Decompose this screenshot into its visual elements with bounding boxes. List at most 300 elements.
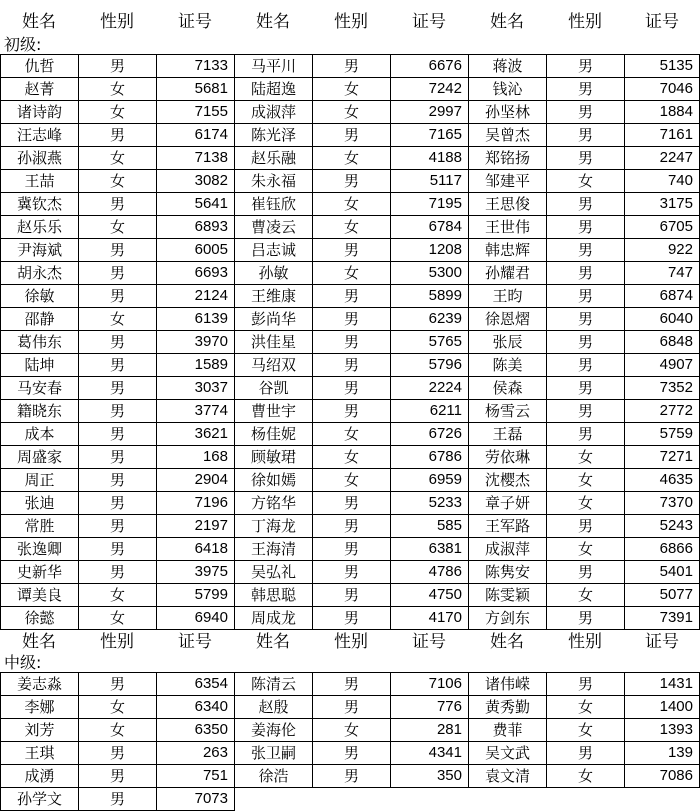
cert-cell: 747 [625, 262, 700, 285]
cert-cell: 5300 [391, 262, 469, 285]
cert-cell: 6893 [157, 216, 235, 239]
gender-cell: 男 [79, 765, 157, 788]
col-header-cert-1: 证号 [178, 12, 212, 32]
name-cell: 马安春 [1, 377, 79, 400]
gender-cell: 男 [79, 673, 157, 696]
name-cell: 邹建平 [469, 170, 547, 193]
gender-cell: 男 [79, 492, 157, 515]
gender-cell: 男 [547, 239, 625, 262]
cert-cell: 776 [391, 696, 469, 719]
header-row-junior [0, 8, 700, 36]
name-cell: 马绍双 [235, 354, 313, 377]
table-row [1, 124, 700, 147]
name-cell: 周盛家 [1, 446, 79, 469]
name-cell: 诸诗韵 [1, 101, 79, 124]
empty-cell [469, 788, 547, 811]
cert-cell: 6139 [157, 308, 235, 331]
gender-cell: 女 [313, 469, 391, 492]
gender-cell: 女 [547, 170, 625, 193]
name-cell: 费菲 [469, 719, 547, 742]
cert-cell: 5759 [625, 423, 700, 446]
name-cell: 仇哲 [1, 55, 79, 78]
gender-cell: 男 [79, 354, 157, 377]
table-row [1, 584, 700, 607]
name-cell: 杨佳妮 [235, 423, 313, 446]
cert-cell: 4188 [391, 147, 469, 170]
cert-cell: 3975 [157, 561, 235, 584]
gender-cell: 男 [547, 423, 625, 446]
name-cell: 王昀 [469, 285, 547, 308]
cert-cell: 751 [157, 765, 235, 788]
name-cell: 张辰 [469, 331, 547, 354]
cert-cell: 2247 [625, 147, 700, 170]
col-header-cert-1: 证号 [178, 632, 212, 652]
table-row [1, 765, 700, 788]
cert-cell: 7155 [157, 101, 235, 124]
cert-cell: 6726 [391, 423, 469, 446]
gender-cell: 女 [547, 538, 625, 561]
cert-cell: 6786 [391, 446, 469, 469]
cert-cell: 6418 [157, 538, 235, 561]
cert-cell: 7165 [391, 124, 469, 147]
cert-cell: 7352 [625, 377, 700, 400]
name-cell: 冀钦杰 [1, 193, 79, 216]
name-cell: 诸伟嵘 [469, 673, 547, 696]
name-cell: 籍晓东 [1, 400, 79, 423]
cert-cell: 3970 [157, 331, 235, 354]
gender-cell: 女 [79, 78, 157, 101]
gender-cell: 男 [547, 607, 625, 630]
cert-cell: 2904 [157, 469, 235, 492]
name-cell: 赵殷 [235, 696, 313, 719]
name-cell: 张卫嗣 [235, 742, 313, 765]
name-cell: 徐恩熠 [469, 308, 547, 331]
cert-cell: 3037 [157, 377, 235, 400]
cert-cell: 7046 [625, 78, 700, 101]
table-row [1, 469, 700, 492]
name-cell: 丁海龙 [235, 515, 313, 538]
empty-cell [547, 788, 625, 811]
name-cell: 常胜 [1, 515, 79, 538]
name-cell: 谭美良 [1, 584, 79, 607]
cert-cell: 5765 [391, 331, 469, 354]
gender-cell: 女 [79, 308, 157, 331]
name-cell: 孙淑燕 [1, 147, 79, 170]
cert-cell: 2124 [157, 285, 235, 308]
gender-cell: 女 [79, 147, 157, 170]
table-row [1, 193, 700, 216]
name-cell: 葛伟东 [1, 331, 79, 354]
col-header-gender-3: 性别 [568, 12, 602, 32]
cert-cell: 168 [157, 446, 235, 469]
cert-cell: 6940 [157, 607, 235, 630]
table-row [1, 515, 700, 538]
name-cell: 史新华 [1, 561, 79, 584]
col-header-cert-3: 证号 [645, 632, 679, 652]
table-row [1, 308, 700, 331]
cert-cell: 4170 [391, 607, 469, 630]
cert-cell: 7370 [625, 492, 700, 515]
name-cell: 邵静 [1, 308, 79, 331]
name-cell: 赵乐乐 [1, 216, 79, 239]
empty-cell [235, 788, 313, 811]
cert-cell: 585 [391, 515, 469, 538]
name-cell: 沈樱杰 [469, 469, 547, 492]
cert-cell: 1208 [391, 239, 469, 262]
table-row [1, 561, 700, 584]
gender-cell: 男 [79, 193, 157, 216]
name-cell: 姜海伦 [235, 719, 313, 742]
col-header-cert-2: 证号 [412, 12, 446, 32]
cert-cell: 7195 [391, 193, 469, 216]
name-cell: 成淑萍 [235, 101, 313, 124]
col-header-cert-3: 证号 [645, 12, 679, 32]
table-row [1, 696, 700, 719]
name-cell: 张迪 [1, 492, 79, 515]
gender-cell: 女 [547, 584, 625, 607]
gender-cell: 女 [547, 719, 625, 742]
gender-cell: 女 [313, 423, 391, 446]
gender-cell: 女 [79, 170, 157, 193]
cert-cell: 5243 [625, 515, 700, 538]
gender-cell: 男 [313, 607, 391, 630]
name-cell: 成淑萍 [469, 538, 547, 561]
gender-cell: 男 [79, 239, 157, 262]
cert-cell: 2997 [391, 101, 469, 124]
table-row [1, 147, 700, 170]
table-row [1, 492, 700, 515]
gender-cell: 男 [79, 262, 157, 285]
name-cell: 陈清云 [235, 673, 313, 696]
name-cell: 侯森 [469, 377, 547, 400]
name-cell: 方剑东 [469, 607, 547, 630]
gender-cell: 男 [313, 515, 391, 538]
gender-cell: 女 [313, 147, 391, 170]
gender-cell: 男 [313, 308, 391, 331]
cert-cell: 5796 [391, 354, 469, 377]
gender-cell: 女 [313, 101, 391, 124]
cert-cell: 6340 [157, 696, 235, 719]
name-cell: 陈隽安 [469, 561, 547, 584]
cert-cell: 263 [157, 742, 235, 765]
name-cell: 陈光泽 [235, 124, 313, 147]
cert-cell: 1884 [625, 101, 700, 124]
gender-cell: 女 [547, 446, 625, 469]
cert-cell: 6211 [391, 400, 469, 423]
name-cell: 徐浩 [235, 765, 313, 788]
gender-cell: 男 [547, 515, 625, 538]
name-cell: 劳依琳 [469, 446, 547, 469]
name-cell: 周正 [1, 469, 79, 492]
cert-cell: 5117 [391, 170, 469, 193]
gender-cell: 男 [547, 308, 625, 331]
col-header-cert-2: 证号 [412, 632, 446, 652]
cert-cell: 6354 [157, 673, 235, 696]
cert-cell: 6848 [625, 331, 700, 354]
name-cell: 顾敏珺 [235, 446, 313, 469]
name-cell: 彭尚华 [235, 308, 313, 331]
gender-cell: 男 [79, 446, 157, 469]
name-cell: 成湧 [1, 765, 79, 788]
table-row [1, 423, 700, 446]
cert-cell: 281 [391, 719, 469, 742]
gender-cell: 女 [79, 696, 157, 719]
gender-cell: 男 [313, 124, 391, 147]
gender-cell: 男 [547, 673, 625, 696]
gender-cell: 女 [79, 584, 157, 607]
gender-cell: 女 [547, 696, 625, 719]
name-cell: 赵菁 [1, 78, 79, 101]
table-row [1, 216, 700, 239]
cert-cell: 2197 [157, 515, 235, 538]
gender-cell: 男 [547, 561, 625, 584]
name-cell: 王思俊 [469, 193, 547, 216]
gender-cell: 女 [79, 719, 157, 742]
gender-cell: 男 [313, 239, 391, 262]
name-cell: 徐懿 [1, 607, 79, 630]
table-row [1, 538, 700, 561]
cert-cell: 3621 [157, 423, 235, 446]
name-cell: 陆坤 [1, 354, 79, 377]
cert-cell: 7133 [157, 55, 235, 78]
cert-cell: 5233 [391, 492, 469, 515]
col-header-gender-2: 性别 [334, 12, 368, 32]
col-header-gender-2: 性别 [334, 632, 368, 652]
empty-cell [391, 788, 469, 811]
cert-cell: 6874 [625, 285, 700, 308]
name-cell: 方铭华 [235, 492, 313, 515]
table-row [1, 377, 700, 400]
name-cell: 钱沁 [469, 78, 547, 101]
cert-cell: 5641 [157, 193, 235, 216]
gender-cell: 女 [547, 765, 625, 788]
gender-cell: 女 [79, 216, 157, 239]
gender-cell: 男 [79, 515, 157, 538]
cert-cell: 6693 [157, 262, 235, 285]
table-row [1, 262, 700, 285]
cert-cell: 4786 [391, 561, 469, 584]
cert-cell: 2772 [625, 400, 700, 423]
gender-cell: 男 [313, 538, 391, 561]
cert-cell: 6040 [625, 308, 700, 331]
cert-cell: 6381 [391, 538, 469, 561]
gender-cell: 男 [79, 377, 157, 400]
name-cell: 王喆 [1, 170, 79, 193]
gender-cell: 男 [547, 124, 625, 147]
header-row-intermediate [0, 628, 700, 656]
name-cell: 陆超逸 [235, 78, 313, 101]
cert-cell: 6174 [157, 124, 235, 147]
table-row [1, 331, 700, 354]
cert-cell: 7161 [625, 124, 700, 147]
cert-cell: 350 [391, 765, 469, 788]
cert-cell: 3774 [157, 400, 235, 423]
gender-cell: 男 [313, 742, 391, 765]
cert-cell: 2224 [391, 377, 469, 400]
name-cell: 陈雯颖 [469, 584, 547, 607]
col-header-name-3: 姓名 [490, 632, 524, 652]
gender-cell: 女 [313, 78, 391, 101]
cert-cell: 139 [625, 742, 700, 765]
name-cell: 徐如嫣 [235, 469, 313, 492]
gender-cell: 女 [313, 262, 391, 285]
gender-cell: 男 [547, 193, 625, 216]
gender-cell: 男 [79, 742, 157, 765]
gender-cell: 男 [547, 262, 625, 285]
cert-cell: 4635 [625, 469, 700, 492]
gender-cell: 女 [313, 193, 391, 216]
name-cell: 朱永福 [235, 170, 313, 193]
name-cell: 李娜 [1, 696, 79, 719]
name-cell: 谷凯 [235, 377, 313, 400]
cert-cell: 7106 [391, 673, 469, 696]
col-header-name-1: 姓名 [22, 632, 56, 652]
gender-cell: 男 [79, 561, 157, 584]
name-cell: 成本 [1, 423, 79, 446]
cert-cell: 7196 [157, 492, 235, 515]
cert-cell: 7242 [391, 78, 469, 101]
intermediate-table [0, 672, 700, 811]
gender-cell: 男 [547, 216, 625, 239]
gender-cell: 女 [79, 101, 157, 124]
name-cell: 孙敏 [235, 262, 313, 285]
name-cell: 曹世宇 [235, 400, 313, 423]
cert-cell: 740 [625, 170, 700, 193]
cert-cell: 4341 [391, 742, 469, 765]
gender-cell: 男 [547, 55, 625, 78]
name-cell: 张逸卿 [1, 538, 79, 561]
gender-cell: 男 [547, 400, 625, 423]
name-cell: 汪志峰 [1, 124, 79, 147]
cert-cell: 5401 [625, 561, 700, 584]
cert-cell: 6866 [625, 538, 700, 561]
gender-cell: 女 [79, 607, 157, 630]
cert-cell: 4907 [625, 354, 700, 377]
gender-cell: 男 [313, 584, 391, 607]
gender-cell: 男 [547, 354, 625, 377]
section-label-junior: 初级: [4, 35, 42, 54]
name-cell: 曹凌云 [235, 216, 313, 239]
cert-cell: 7073 [157, 788, 235, 811]
cert-cell: 5135 [625, 55, 700, 78]
table-row [1, 607, 700, 630]
name-cell: 周成龙 [235, 607, 313, 630]
table-row [1, 239, 700, 262]
gender-cell: 男 [79, 400, 157, 423]
table-row [1, 285, 700, 308]
table-row [1, 788, 700, 811]
name-cell: 孙耀君 [469, 262, 547, 285]
gender-cell: 男 [79, 331, 157, 354]
col-header-name-3: 姓名 [490, 12, 524, 32]
name-cell: 徐敏 [1, 285, 79, 308]
name-cell: 王磊 [469, 423, 547, 446]
gender-cell: 男 [313, 170, 391, 193]
gender-cell: 男 [547, 285, 625, 308]
gender-cell: 女 [547, 492, 625, 515]
name-cell: 王琪 [1, 742, 79, 765]
table-row [1, 742, 700, 765]
name-cell: 陈美 [469, 354, 547, 377]
col-header-gender-1: 性别 [100, 12, 134, 32]
table-row [1, 78, 700, 101]
gender-cell: 女 [313, 216, 391, 239]
name-cell: 韩忠辉 [469, 239, 547, 262]
cert-cell: 6676 [391, 55, 469, 78]
name-cell: 尹海斌 [1, 239, 79, 262]
cert-cell: 1393 [625, 719, 700, 742]
gender-cell: 男 [313, 673, 391, 696]
name-cell: 章子妍 [469, 492, 547, 515]
cert-cell: 6239 [391, 308, 469, 331]
gender-cell: 男 [547, 742, 625, 765]
name-cell: 孙学文 [1, 788, 79, 811]
cert-cell: 5799 [157, 584, 235, 607]
gender-cell: 男 [547, 101, 625, 124]
name-cell: 吴文武 [469, 742, 547, 765]
name-cell: 杨雪云 [469, 400, 547, 423]
name-cell: 韩思聪 [235, 584, 313, 607]
table-row [1, 354, 700, 377]
gender-cell: 男 [79, 423, 157, 446]
name-cell: 吴弘礼 [235, 561, 313, 584]
name-cell: 王军路 [469, 515, 547, 538]
name-cell: 王海清 [235, 538, 313, 561]
gender-cell: 男 [79, 124, 157, 147]
gender-cell: 男 [547, 377, 625, 400]
table-row [1, 673, 700, 696]
cert-cell: 4750 [391, 584, 469, 607]
gender-cell: 女 [313, 446, 391, 469]
cert-cell: 7271 [625, 446, 700, 469]
gender-cell: 男 [313, 354, 391, 377]
gender-cell: 男 [313, 331, 391, 354]
section-label-intermediate: 中级: [4, 653, 42, 672]
empty-cell [313, 788, 391, 811]
gender-cell: 男 [313, 561, 391, 584]
name-cell: 吴曾杰 [469, 124, 547, 147]
table-row [1, 55, 700, 78]
name-cell: 吕志诚 [235, 239, 313, 262]
table-row [1, 101, 700, 124]
cert-cell: 6005 [157, 239, 235, 262]
gender-cell: 男 [313, 492, 391, 515]
name-cell: 赵乐融 [235, 147, 313, 170]
cert-cell: 3175 [625, 193, 700, 216]
name-cell: 王维康 [235, 285, 313, 308]
cert-cell: 1400 [625, 696, 700, 719]
gender-cell: 男 [79, 55, 157, 78]
name-cell: 洪佳星 [235, 331, 313, 354]
junior-table [0, 54, 700, 630]
gender-cell: 男 [547, 147, 625, 170]
gender-cell: 男 [79, 285, 157, 308]
cert-cell: 6705 [625, 216, 700, 239]
col-header-gender-3: 性别 [568, 632, 602, 652]
name-cell: 郑铭扬 [469, 147, 547, 170]
cert-cell: 3082 [157, 170, 235, 193]
name-cell: 孙坚林 [469, 101, 547, 124]
gender-cell: 男 [313, 285, 391, 308]
name-cell: 袁文清 [469, 765, 547, 788]
gender-cell: 男 [313, 765, 391, 788]
gender-cell: 男 [313, 55, 391, 78]
cert-cell: 922 [625, 239, 700, 262]
table-row [1, 446, 700, 469]
col-header-name-1: 姓名 [22, 12, 56, 32]
empty-cell [625, 788, 700, 811]
cert-cell: 1589 [157, 354, 235, 377]
